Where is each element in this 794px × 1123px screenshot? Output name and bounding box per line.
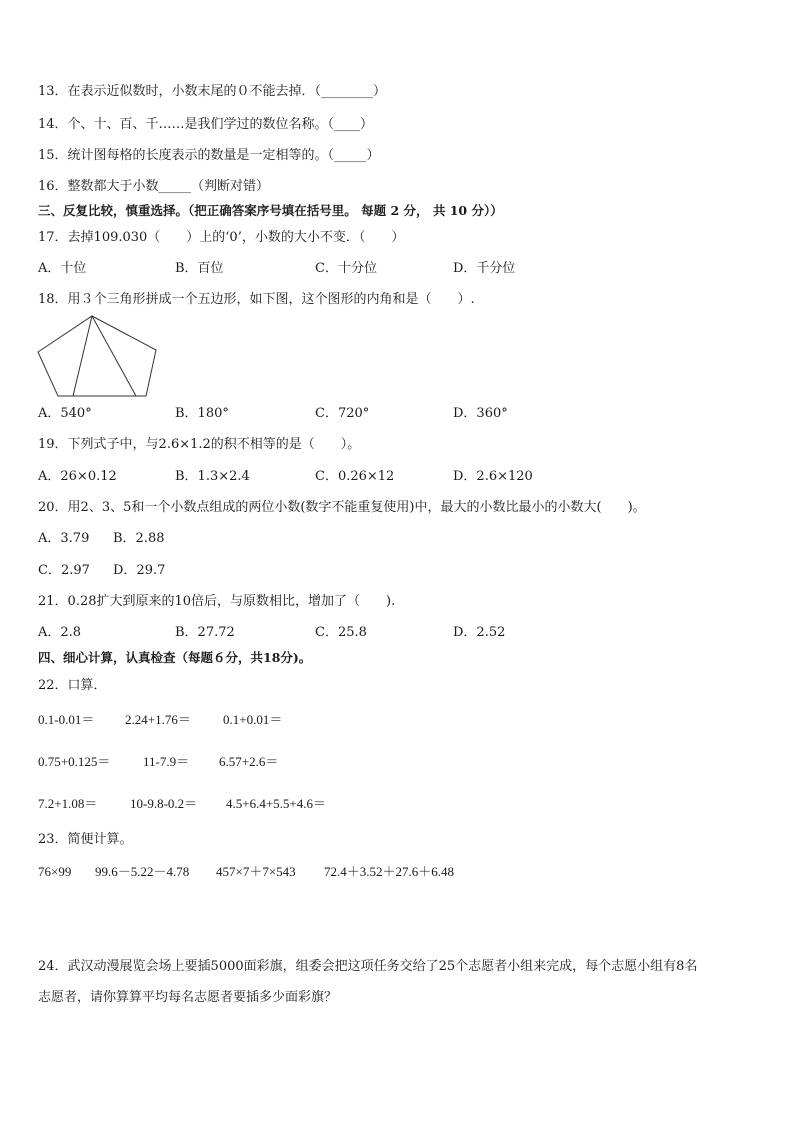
q20-option-b: B．2.88 [113,531,165,546]
q22-r2-c2: 11-7.9＝ [143,754,190,769]
question-24-line-1: 24．武汉动漫展览会场上要插5000面彩旗，组委会把这项任务交给了25个志愿者小组来完成，每个志愿小组有8名 [38,959,698,974]
q18-option-a: A．540° [38,406,92,421]
question-15: 15．统计图每格的长度表示的数量是一定相等的。（_____） [38,148,380,163]
q19-option-c: C．0.26×12 [315,469,395,484]
q18-option-b: B．180° [175,406,229,421]
q20-option-d: D．29.7 [113,563,166,578]
q18-option-c: C．720° [315,406,370,421]
q21-option-a: A．2.8 [38,625,82,640]
q22-r1-c3: 0.1+0.01＝ [223,712,283,727]
section-4-heading: 四、细心计算，认真检查（每题６分，共18分)。 [38,650,312,665]
q19-option-b: B．1.3×2.4 [175,469,250,484]
q22-r3-c2: 10-9.8-0.2＝ [130,796,198,811]
pentagon-diagonal-left [73,316,92,396]
question-24-line-2: 志愿者，请你算算平均每名志愿者要插多少面彩旗？ [38,990,338,1005]
q22-r1-c2: 2.24+1.76＝ [125,712,191,727]
q21-option-c: C．25.8 [315,625,367,640]
q20-option-a: A．3.79 [38,531,90,546]
question-19: 19．下列式子中，与2.6×1.2的积不相等的是（ ）。 [38,437,361,452]
question-16: 16．整数都大于小数_____（判断对错） [38,179,270,194]
question-17: 17．去掉109.030（ ）上的‘0’，小数的大小不变．（ ） [38,230,405,245]
section-3-heading: 三、反复比较，慎重选择。（把正确答案序号填在括号里。 每题 2 分， 共 10 分）） [38,203,503,218]
q18-option-d: D．360° [453,406,508,421]
q23-item-4: 72.4＋3.52＋27.6＋6.48 [324,864,455,879]
q20-option-c: C．2.97 [38,563,90,578]
q23-item-3: 457×7＋7×543 [216,864,296,879]
q21-option-d: D．2.52 [453,625,506,640]
q22-r3-c3: 4.5+6.4+5.5+4.6＝ [226,796,326,811]
q23-item-1: 76×99 [38,864,72,879]
q19-option-d: D．2.6×120 [453,469,533,484]
q21-option-b: B．27.72 [175,625,235,640]
q23-item-2: 99.6－5.22－4.78 [95,864,190,879]
question-22: 22．口算． [38,678,107,693]
question-14: 14．个、十、百、千……是我们学过的数位名称。（____） [38,117,374,132]
q17-option-b: B．百位 [175,261,224,276]
q22-r1-c1: 0.1-0.01＝ [38,712,95,727]
pentagon-outline [38,316,156,396]
q19-option-a: A．26×0.12 [38,469,117,484]
question-20: 20．用2、3、5和一个小数点组成的两位小数(数字不能重复使用)中，最大的小数比最小的小数大( )。 [38,500,646,515]
pentagon-figure [36,314,160,398]
q17-option-a: A．十位 [38,261,87,276]
q22-r2-c3: 6.57+2.6＝ [219,754,279,769]
q17-option-c: C．十分位 [315,261,377,276]
q22-r2-c1: 0.75+0.125＝ [38,754,111,769]
question-18: 18．用３个三角形拼成一个五边形，如下图，这个图形的内角和是（ ）. [38,292,475,307]
question-13: 13．在表示近似数时，小数末尾的０不能去掉．（________） [38,84,387,99]
question-23: 23．简便计算。 [38,832,133,847]
q22-r3-c1: 7.2+1.08＝ [38,796,98,811]
q17-option-d: D．千分位 [453,261,516,276]
question-21: 21．0.28扩大到原来的10倍后，与原数相比，增加了（ ). [38,594,396,609]
